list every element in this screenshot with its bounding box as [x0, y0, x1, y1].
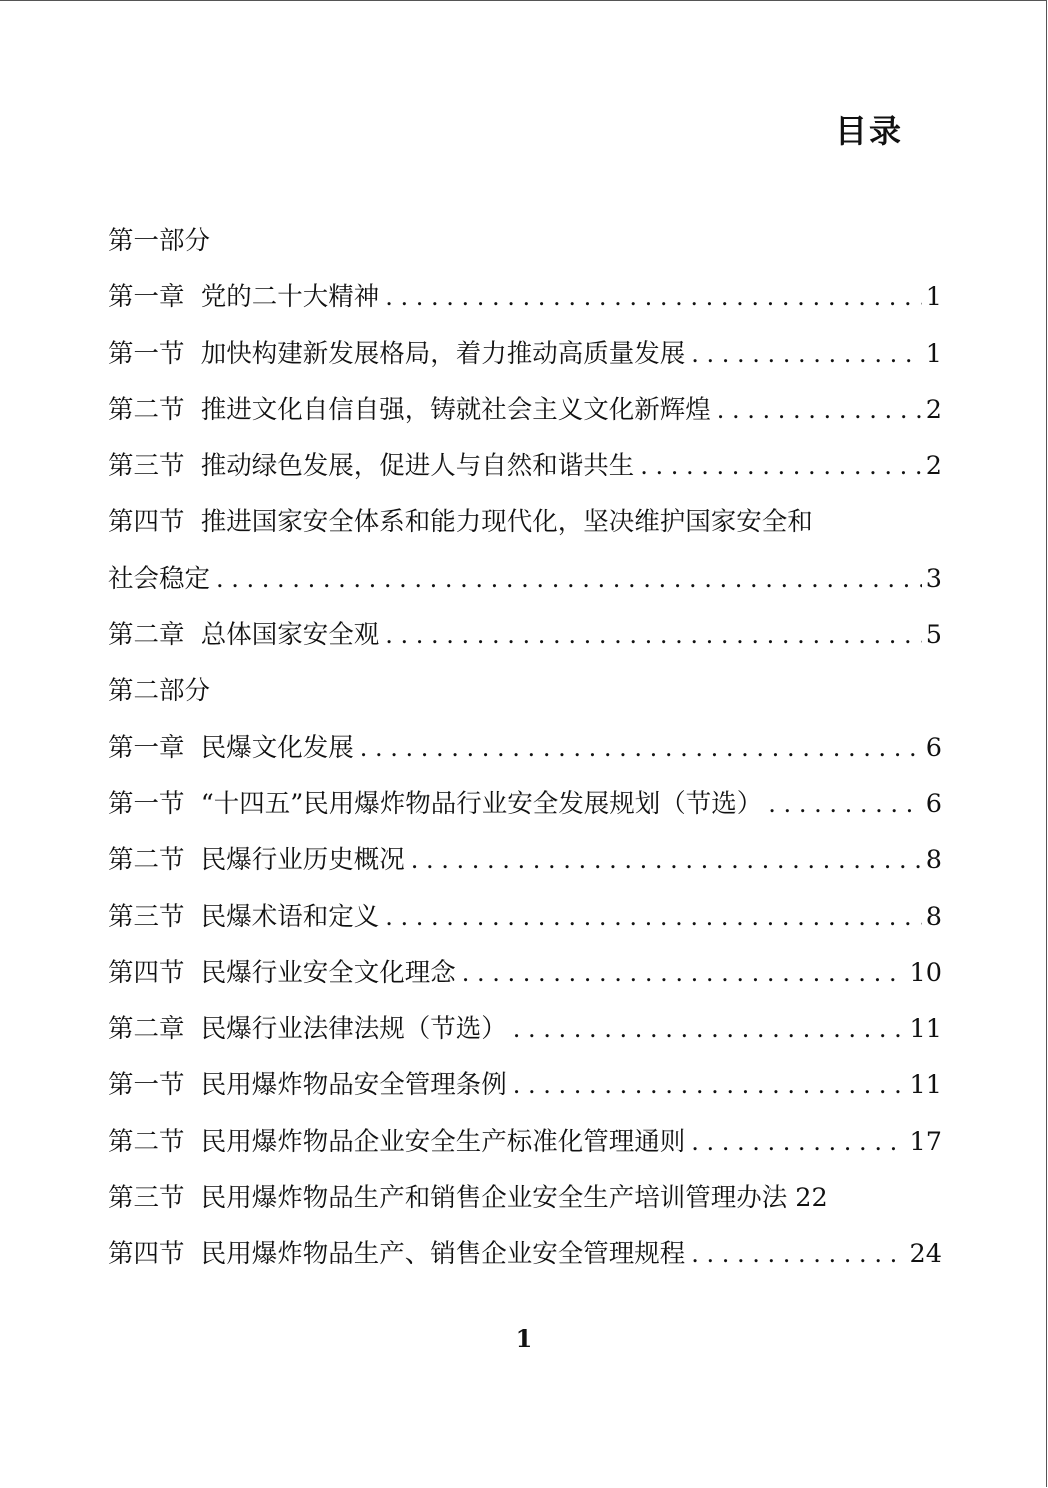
toc-dot-leader: [411, 832, 922, 888]
toc-entry-label: 第二节 推进文化自信自强，铸就社会主义文化新辉煌: [108, 394, 711, 425]
toc-entry[interactable]: [108, 1114, 942, 1170]
toc-entry[interactable]: [108, 1170, 942, 1226]
toc-entry-label: 第一节 民用爆炸物品安全管理条例: [108, 1070, 507, 1101]
toc-entry-label: 第二章 总体国家安全观: [108, 620, 380, 651]
toc-entry[interactable]: [108, 494, 942, 550]
toc-entry-label: 第三节 民用爆炸物品生产和销售企业安全生产培训管理办法: [108, 1183, 788, 1214]
toc-entry-label: 第一节 加快构建新发展格局，着力推动高质量发展: [108, 338, 686, 369]
toc-dot-leader: [768, 776, 921, 832]
toc-entry-page: 3: [925, 563, 942, 594]
toc-entry-label: 社会稳定: [108, 563, 211, 594]
table-of-contents: [108, 213, 942, 1283]
page-title: 目录: [834, 112, 903, 150]
toc-entry[interactable]: [108, 776, 942, 832]
toc-entry-page: 5: [925, 620, 942, 651]
toc-entry[interactable]: [108, 1226, 942, 1282]
toc-entry-page: 17: [909, 1126, 942, 1157]
toc-entry[interactable]: [108, 889, 942, 945]
toc-entry[interactable]: [108, 438, 942, 494]
toc-entry[interactable]: [108, 551, 942, 607]
toc-entry[interactable]: [108, 720, 942, 776]
toc-entry-label: 第四节 民爆行业安全文化理念: [108, 957, 456, 988]
toc-dot-leader: [216, 551, 922, 607]
toc-entry[interactable]: [108, 832, 942, 888]
toc-entry[interactable]: [108, 382, 942, 438]
toc-entry-page: 22: [795, 1183, 828, 1214]
toc-dot-leader: [691, 1226, 905, 1282]
toc-entry[interactable]: [108, 326, 942, 382]
toc-entry-page: 11: [909, 1070, 942, 1101]
toc-entry-label: 第二节 民爆行业历史概况: [108, 845, 405, 876]
toc-dot-leader: [513, 1057, 906, 1113]
toc-entry-page: 2: [925, 451, 942, 482]
toc-dot-leader: [360, 720, 922, 776]
toc-entry[interactable]: [108, 1001, 942, 1057]
toc-dot-leader: [640, 438, 922, 494]
toc-dot-leader: [462, 945, 906, 1001]
toc-entry-page: 8: [925, 901, 942, 932]
toc-entry-label: 第二部分: [108, 676, 211, 707]
toc-entry-label: 第一章 党的二十大精神: [108, 282, 380, 313]
toc-entry-page: 10: [909, 957, 942, 988]
toc-entry-page: 6: [925, 788, 942, 819]
toc-dot-leader: [717, 382, 922, 438]
toc-entry[interactable]: [108, 213, 942, 269]
toc-entry[interactable]: [108, 663, 942, 719]
toc-entry-label: 第一章 民爆文化发展: [108, 732, 354, 763]
toc-dot-leader: [691, 326, 922, 382]
toc-entry-page: 11: [909, 1014, 942, 1045]
toc-entry-label: 第四节 推进国家安全体系和能力现代化，坚决维护国家安全和: [108, 507, 813, 538]
toc-entry-page: 1: [925, 338, 942, 369]
toc-entry[interactable]: [108, 607, 942, 663]
toc-entry-label: 第三节 推动绿色发展，促进人与自然和谐共生: [108, 451, 635, 482]
toc-entry-page: 24: [909, 1239, 942, 1270]
toc-entry-page: 1: [925, 282, 942, 313]
toc-entry-label: 第二节 民用爆炸物品企业安全生产标准化管理通则: [108, 1126, 686, 1157]
toc-dot-leader: [385, 889, 922, 945]
toc-entry-page: 6: [925, 732, 942, 763]
toc-entry-label: 第四节 民用爆炸物品生产、销售企业安全管理规程: [108, 1239, 686, 1270]
toc-entry-label: 第二章 民爆行业法律法规（节选）: [108, 1014, 507, 1045]
toc-entry-label: 第三节 民爆术语和定义: [108, 901, 380, 932]
toc-entry-page: 2: [925, 394, 942, 425]
toc-dot-leader: [385, 269, 922, 325]
toc-entry-page: 8: [925, 845, 942, 876]
toc-entry-label: 第一节 “十四五”民用爆炸物品行业安全发展规划（节选）: [108, 788, 763, 819]
toc-entry[interactable]: [108, 269, 942, 325]
toc-entry[interactable]: [108, 1057, 942, 1113]
toc-entry-label: 第一部分: [108, 226, 211, 256]
toc-dot-leader: [513, 1001, 906, 1057]
toc-dot-leader: [691, 1114, 905, 1170]
page-number: 1: [515, 1324, 533, 1353]
toc-entry[interactable]: [108, 945, 942, 1001]
toc-dot-leader: [385, 607, 922, 663]
